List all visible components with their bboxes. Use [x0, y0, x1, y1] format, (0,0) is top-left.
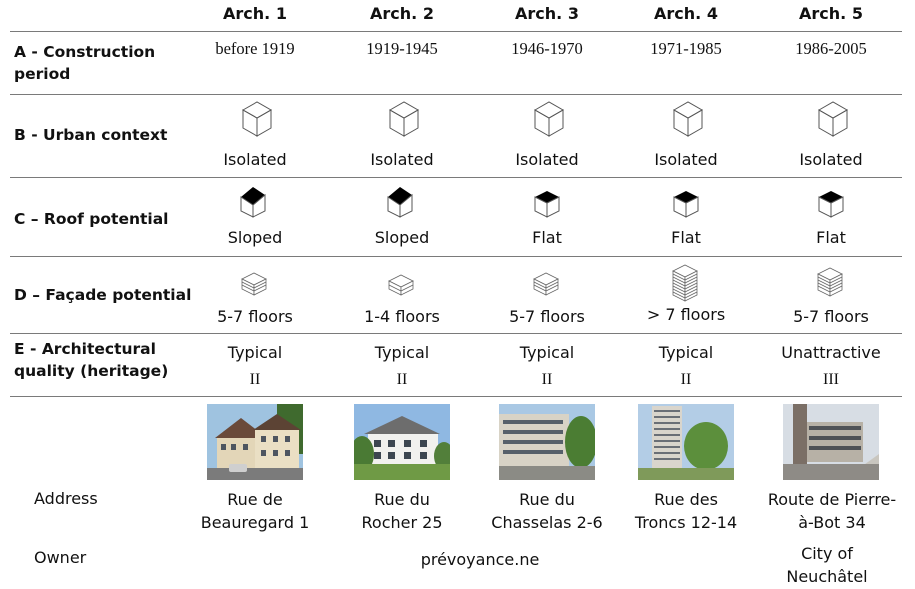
row-label-roof-potential: C – Roof potential — [14, 210, 169, 228]
address-line: Rue des — [654, 490, 718, 509]
facade-value-3: 5-7 floors — [509, 307, 585, 326]
heritage-class: II — [396, 371, 408, 388]
heritage-class: II — [541, 371, 553, 388]
construction-value-2: 1919-1945 — [366, 39, 438, 58]
column-header-arch-1: Arch. 1 — [223, 4, 287, 23]
roof-value-3: Flat — [532, 228, 562, 247]
address-line: Rue du — [519, 490, 575, 509]
address-line: Rue de — [227, 490, 283, 509]
address-value-2 — [327, 488, 477, 534]
roof-value-5: Flat — [816, 228, 846, 247]
owner-line: Neuchâtel — [786, 567, 868, 586]
address-line: Rocher 25 — [361, 513, 443, 532]
isolated-building-cube-icon — [235, 98, 275, 138]
flat-roof-icon — [816, 187, 846, 221]
isolated-building-cube-icon — [382, 98, 422, 138]
facade-value-4: > 7 floors — [646, 305, 726, 324]
address-label: Address — [34, 489, 98, 508]
quality-label: Unattractive — [781, 343, 881, 362]
column-header-arch-4: Arch. 4 — [654, 4, 718, 23]
row-label-architectural-quality — [14, 338, 168, 382]
address-line: Beauregard 1 — [200, 513, 310, 532]
stacked-floors-icon — [532, 271, 560, 297]
facade-value-2: 1-4 floors — [364, 307, 440, 326]
owner-line: City of — [801, 544, 853, 563]
roof-value-2: Sloped — [374, 228, 430, 247]
row-label-facade-potential: D – Façade potential — [14, 286, 192, 304]
sloped-roof-icon — [238, 185, 268, 219]
tall-tower-icon — [671, 263, 699, 303]
heritage-class: II — [680, 371, 692, 388]
address-value-5 — [752, 488, 912, 534]
owner-label: Owner — [34, 548, 87, 567]
row-label-line: period — [14, 65, 71, 83]
stacked-floors-icon — [816, 266, 844, 298]
row-label-line: E - Architectural — [14, 340, 156, 358]
divider — [10, 94, 902, 95]
row-label-urban-context: B - Urban context — [14, 126, 168, 144]
address-line: Troncs 12-14 — [634, 513, 738, 532]
building-photo-arch-5 — [783, 404, 879, 480]
quality-value-5 — [761, 342, 901, 391]
address-line: Route de Pierre- — [767, 490, 897, 509]
urban-value-3: Isolated — [515, 150, 579, 169]
flat-roof-icon — [532, 187, 562, 221]
owner-value-5 — [752, 542, 902, 588]
isolated-building-cube-icon — [811, 98, 851, 138]
urban-value-4: Isolated — [654, 150, 718, 169]
column-header-arch-5: Arch. 5 — [799, 4, 863, 23]
building-photo-arch-4 — [638, 404, 734, 480]
facade-value-1: 5-7 floors — [217, 307, 293, 326]
quality-value-4 — [616, 342, 756, 391]
row-label-line: quality (heritage) — [14, 362, 169, 380]
address-value-4 — [611, 488, 761, 534]
roof-value-1: Sloped — [227, 228, 283, 247]
column-header-arch-2: Arch. 2 — [370, 4, 434, 23]
sloped-roof-icon — [385, 185, 415, 219]
quality-label: Typical — [658, 343, 714, 362]
construction-value-3: 1946-1970 — [511, 39, 583, 58]
heritage-class: III — [823, 371, 839, 388]
quality-value-1 — [185, 342, 325, 391]
address-line: Chasselas 2-6 — [491, 513, 603, 532]
isolated-building-cube-icon — [666, 98, 706, 138]
building-photo-arch-1 — [207, 404, 303, 480]
heritage-class: II — [249, 371, 261, 388]
facade-value-5: 5-7 floors — [793, 307, 869, 326]
quality-label: Typical — [227, 343, 283, 362]
quality-value-2 — [332, 342, 472, 391]
construction-value-5: 1986-2005 — [795, 39, 867, 58]
construction-value-4: 1971-1985 — [650, 39, 722, 58]
flat-roof-icon — [671, 187, 701, 221]
divider — [10, 177, 902, 178]
column-header-arch-3: Arch. 3 — [515, 4, 579, 23]
divider — [10, 396, 902, 397]
owner-shared-value: prévoyance.ne — [420, 550, 540, 569]
building-photo-arch-2 — [354, 404, 450, 480]
isolated-building-cube-icon — [527, 98, 567, 138]
address-value-3 — [472, 488, 622, 534]
stacked-floors-icon — [240, 271, 268, 297]
quality-label: Typical — [374, 343, 430, 362]
address-value-1 — [180, 488, 330, 534]
row-label-construction-period — [14, 41, 155, 85]
stacked-floors-icon — [387, 273, 415, 297]
divider — [10, 256, 902, 257]
address-line: Rue du — [374, 490, 430, 509]
address-line: à-Bot 34 — [798, 513, 866, 532]
building-photo-arch-3 — [499, 404, 595, 480]
urban-value-5: Isolated — [799, 150, 863, 169]
quality-value-3 — [477, 342, 617, 391]
construction-value-1: before 1919 — [215, 39, 295, 58]
urban-value-2: Isolated — [370, 150, 434, 169]
urban-value-1: Isolated — [223, 150, 287, 169]
row-label-line: A - Construction — [14, 43, 156, 61]
divider — [10, 31, 902, 32]
quality-label: Typical — [519, 343, 575, 362]
divider — [10, 333, 902, 334]
roof-value-4: Flat — [671, 228, 701, 247]
